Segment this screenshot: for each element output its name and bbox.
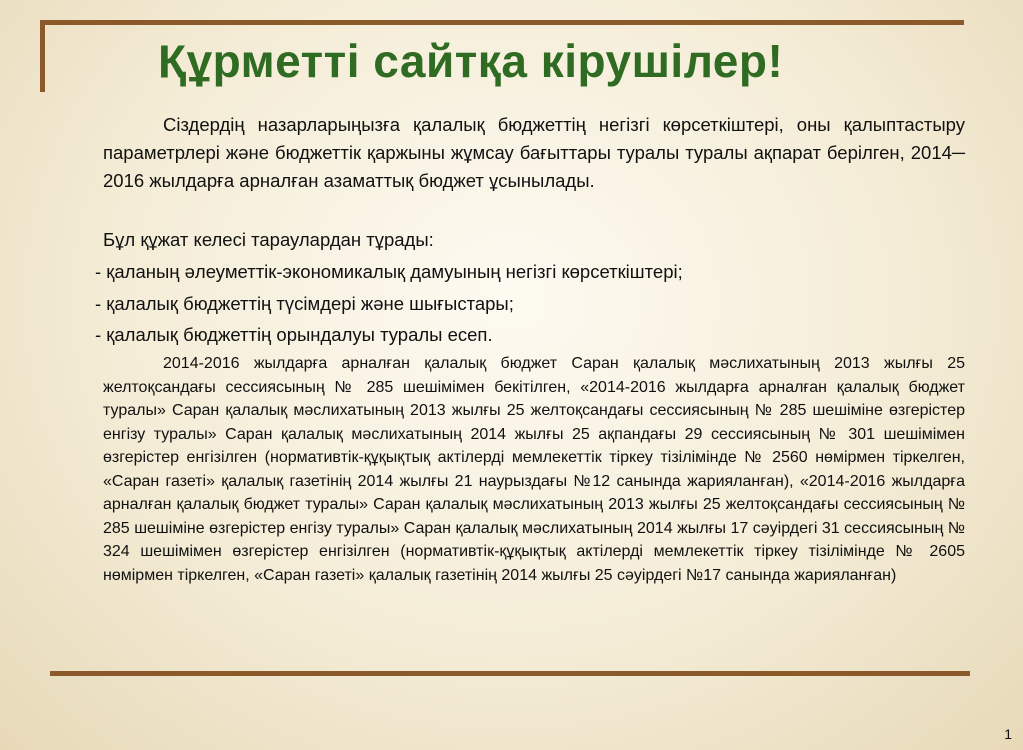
page-number: 1 [1004,726,1012,742]
legal-text-paragraph: 2014-2016 жылдарға арналған қалалық бюджет Саран қалалық мәслихатының 2013 жылғы 25 желтоқсандағы сессиясының № 285 шешімімен бекітілген, «2014-2016 жылдарға арналған қалалық бюджет туралы» Саран қалалық мәслихатының 2013 жылғы 25 желтоқсандағы сессиясының № 285 шешіміне өзгерістер енгізу туралы» Саран қалалық мәслихатының 2014 жылғы 25 ақпандағы 29 сессиясының № 301 шешімімен өзгерістер енгізілген (нормативтік-құқықтық актілерді мемлекеттік тіркеу тізілімінде № 2560 нөмірмен тіркелген, «Саран газеті» қалалық газетінің 2014 жылғы 21 наурыздағы №12 санында жарияланған), «2014-2016 жылдарға арналған қалалық бюджет туралы» Саран қалалық мәслихатының 2013 жылғы 25 желтоқсандағы сессиясының № 285 шешіміне өзгерістер енгізу туралы» Саран қалалық мәслихатының 2014 жылғы 17 сәуірдегі 31 сессиясының № 324 шешімімен өзгерістер енгізілген (нормативтік-құқықтық актілерді мемлекеттік тіркеу тізілімінде № 2605 нөмірмен тіркелген, «Саран газеті» қалалық газетінің 2014 жылғы 25 сәуірдегі №17 санында жарияланған) [103,355,965,584]
intro-paragraph [103,111,965,195]
slide-title: Құрметті сайтқа кірушілер! [158,35,784,87]
sections-intro: Бұл құжат келесі тараулардан тұрады: [103,229,434,250]
frame-left-border [40,20,45,92]
section-item-revenues: - қалалық бюджеттің түсімдері және шығыстары; [95,293,514,314]
section-item-execution: - қалалық бюджеттің орындалуы туралы есеп. [95,324,493,345]
section-item-socioeconomic: - қаланың әлеуметтік-экономикалық дамуының негізгі көрсеткіштері; [95,261,683,282]
frame-bottom-border [50,671,970,676]
frame-top-border [40,20,964,25]
intro-text: Сіздердің назарларыңызға қалалық бюджеттің негізгі көрсеткіштері, оны қалыптастыру параметрлері және бюджеттік қаржыны жұмсау бағыттары туралы туралы ақпарат берілген, 2014─ 2016 жылдарға арналған азаматтық бюджет ұсынылады. [103,114,965,191]
